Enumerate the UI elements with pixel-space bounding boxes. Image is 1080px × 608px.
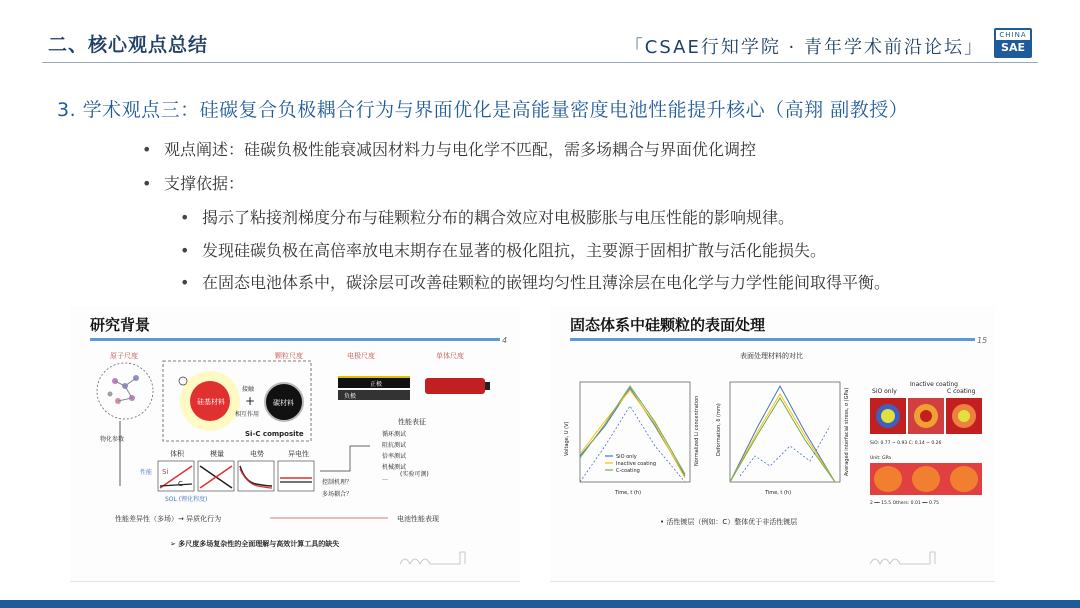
bottom-note: ➢ 多尺度多场复杂性的全面理解与高效计算工具的缺失 (170, 540, 340, 548)
legend-sio: SiO only (616, 454, 637, 460)
map-label-inactive: Inactive coating (910, 381, 958, 388)
deformation-y-axis-label: Deformation, δ (mm) (716, 403, 722, 456)
left-slide-title-underline (90, 338, 500, 341)
more-items: … (382, 475, 388, 482)
footer-bar (0, 600, 1080, 608)
surface-treatment-slide (550, 306, 995, 582)
performance-label: 性能 (140, 469, 153, 476)
heterogeneity-header: 异电性 (288, 450, 309, 458)
experiment-note: (实验可测) (400, 471, 429, 478)
characterization-title: 性能表征 (398, 418, 426, 426)
left-slide-page-number: 4 (502, 336, 508, 345)
voltage-y-axis-label: Voltage, U (V) (564, 421, 570, 456)
si-curve-label: Si (162, 468, 169, 476)
watermark-logo (870, 552, 935, 564)
voltage-x-axis-label: Time, t (h) (615, 490, 642, 496)
sub-bullet-item (180, 205, 794, 228)
map-label-ccoat: C coating (947, 388, 976, 395)
comparison-subtitle: 表面处理材料的对比 (740, 352, 803, 360)
deformation-chart-frame (730, 382, 840, 482)
flow-arrow (320, 446, 370, 471)
bullet-dot-icon: • (142, 140, 152, 159)
bullet-dot-icon: • (180, 208, 190, 227)
viewpoint-heading: 3. 学术观点三：硅碳复合负极耦合行为与界面优化是高能量密度电池性能提升核心（高翔 副教授） (57, 99, 909, 121)
interaction-label: 相互作用 (235, 411, 260, 418)
mechanical-test-item: 机械测试 (382, 464, 407, 471)
cell-scale-label: 单体尺度 (436, 352, 464, 360)
sub-bullet-item (180, 270, 890, 293)
battery-terminal-icon (485, 382, 490, 390)
zoom-circle (179, 377, 187, 385)
collector-foil (338, 376, 410, 378)
conclusion-text: • 活性镀层（例如：C）整体优于非活性镀层 (660, 518, 798, 526)
stress-unit-label: Unit: GPa (870, 456, 891, 461)
bullet-text: 支撑依据： (164, 174, 245, 193)
ccoat-deform-line (730, 398, 835, 482)
right-slide-page-number: 15 (977, 336, 988, 345)
rate-test-item: 倍率测试 (382, 453, 407, 460)
slide-header (0, 0, 1080, 62)
bullet-dot-icon: • (142, 174, 152, 193)
electrode-scale-label: 电极尺度 (347, 352, 375, 360)
stress-map-caption: 2 ━━ 15.5 Others: 0.01 ━━ 0.75 (870, 501, 939, 506)
si-material-label: 硅基材料 (197, 398, 225, 406)
sub-bullet-text: 在固态电池体系中，碳涂层可改善硅颗粒的嵌锂均匀性且薄涂层在电化学与力学性能间取得平衡。 (202, 273, 891, 292)
negative-label: 负极 (344, 393, 357, 400)
modulus-header: 模量 (210, 450, 224, 458)
sub-bullet-text: 揭示了粘接剂梯度分布与硅颗粒分布的耦合效应对电极膨胀与电压性能的影响规律。 (202, 208, 795, 227)
sub-bullet-item (180, 238, 826, 261)
atom-structure-circle (97, 363, 153, 419)
map-label-sio: SiO only (872, 388, 897, 395)
flow-right-label: 电池性能表现 (397, 515, 439, 523)
voltage-chart-legend (605, 456, 613, 470)
flow-left-label: 性能差异性（多场）→ 异质化行为 (115, 515, 222, 523)
bullet-item (142, 137, 756, 160)
volume-header: 体积 (170, 450, 184, 458)
stress-y2-axis-label: Averaged interfacial stress, σ (GPa) (844, 387, 850, 476)
modulus-mini-plot (198, 461, 234, 491)
logo-bottom-text: SAE (996, 40, 1030, 56)
section-title: 二、核心观点总结 (48, 34, 209, 56)
right-slide-title: 固态体系中硅颗粒的表面处理 (570, 316, 766, 334)
multifield-question: 多场耦合？ (322, 491, 353, 498)
bullet-text: 观点阐述：硅碳负极性能衰减因材料力与电化学不匹配，需多场耦合与界面优化调控 (164, 140, 757, 159)
molecule-icon (108, 375, 140, 404)
sio-deform-line (730, 386, 835, 482)
voltage-chart (580, 382, 690, 482)
research-background-figure (70, 306, 520, 582)
right-slide-title-underline (570, 338, 975, 341)
potential-mini-plot (238, 461, 274, 491)
c-curve-label: C (178, 480, 183, 488)
bullet-dot-icon: • (180, 273, 190, 292)
sol-label: SOL (锂化程度) (165, 496, 208, 503)
positive-label: 正极 (370, 381, 383, 388)
bullet-dot-icon: • (180, 241, 190, 260)
heterogeneity-mini-plot (278, 461, 314, 491)
surface-treatment-figure (550, 306, 995, 582)
li-y2-axis-label: Normalized Li concentration (694, 395, 700, 466)
bullet-item (142, 171, 244, 194)
atom-scale-label: 原子尺度 (110, 352, 138, 360)
plus-icon: + (245, 394, 256, 408)
sub-bullet-text: 发现硅碳负极在高倍率放电末期存在显著的极化阻抗，主要源于固相扩散与活化能损失。 (202, 241, 827, 260)
impedance-test-item: 阻抗测试 (382, 442, 407, 449)
si-c-composite-label: Si-C composite (245, 430, 304, 438)
legend-ccoat: C-coating (616, 468, 640, 474)
china-sae-logo (994, 28, 1032, 58)
deformation-chart (730, 382, 840, 482)
particle-scale-label: 颗粒尺度 (275, 352, 303, 360)
control-mechanism-question: 控制机理？ (322, 479, 353, 486)
li-map-caption: SiO: 0.77 ~ 0.93 C: 0.14 ~ 0.26 (870, 441, 942, 446)
volume-mini-plot (158, 461, 194, 491)
header-divider (42, 62, 1038, 63)
stress-contour-maps (870, 463, 982, 495)
contact-label: 接触 (242, 386, 255, 393)
cycle-test-item: 循环测试 (382, 431, 407, 438)
potential-header: 电势 (250, 450, 264, 458)
physchem-params-label: 物化参数 (100, 436, 125, 443)
research-background-slide (70, 306, 520, 582)
deformation-x-axis-label: Time, t (h) (765, 490, 792, 496)
legend-inactive: Inactive coating (616, 461, 656, 467)
watermark-logo (400, 552, 465, 564)
c-material-label: 碳材料 (273, 399, 294, 407)
logo-top-text: CHINA (999, 31, 1027, 39)
forum-title: 「CSAE行知学院 · 青年学术前沿论坛」 (624, 37, 984, 58)
li-contour-maps (870, 398, 982, 434)
left-slide-title: 研究背景 (90, 316, 151, 334)
battery-cell-icon (425, 378, 485, 394)
